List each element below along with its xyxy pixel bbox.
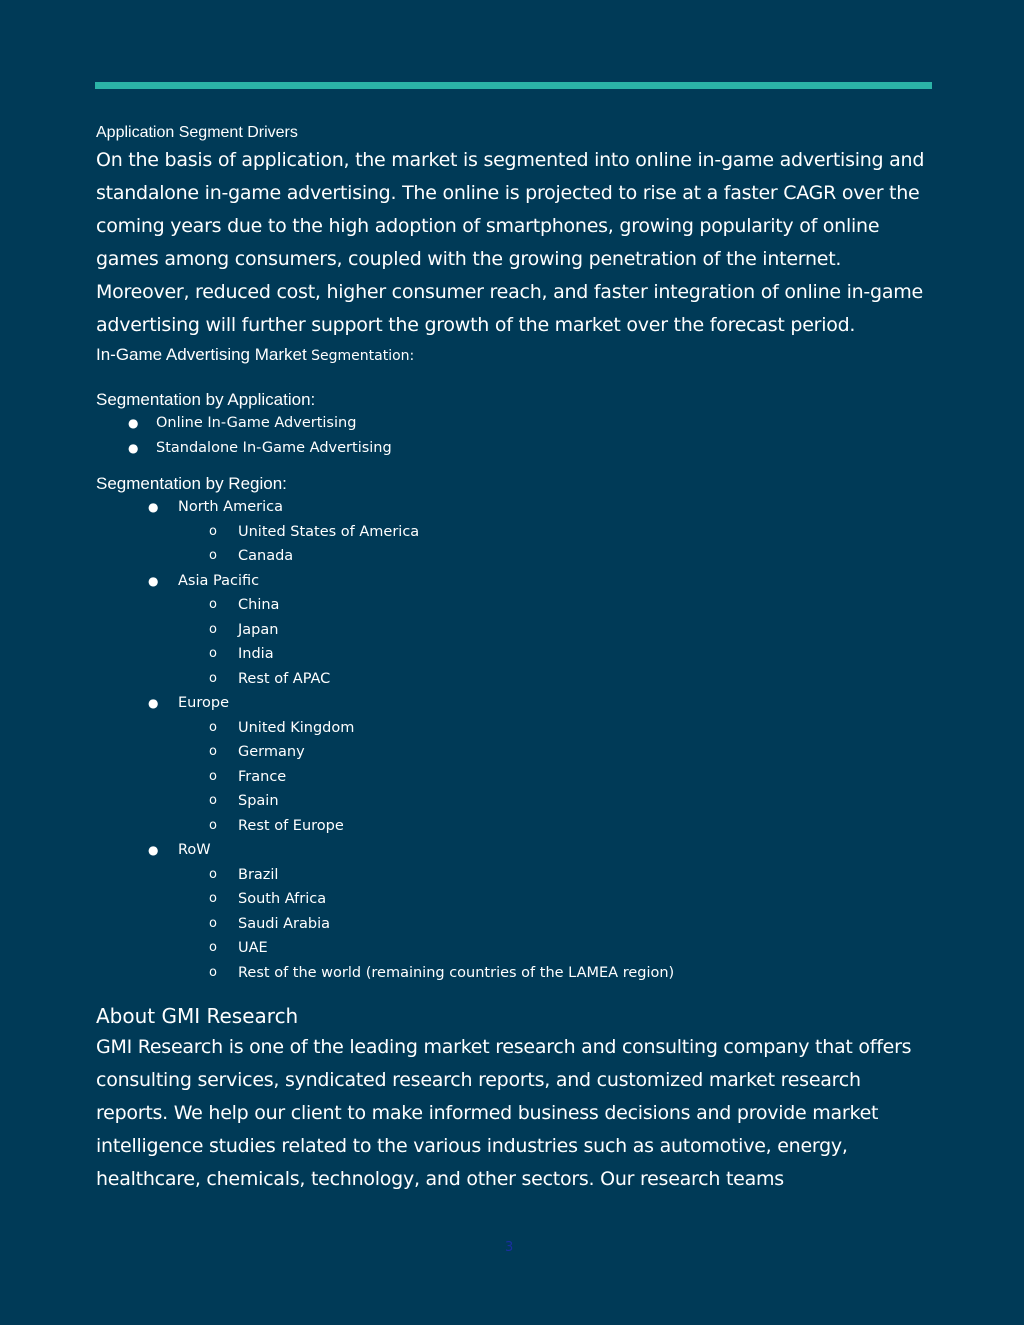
country-name: Saudi Arabia [238,915,331,932]
bullet-icon: ● [128,440,139,455]
application-item: Online In-Game Advertising [156,415,357,431]
list-item [96,544,936,569]
list-item [96,436,936,461]
application-list [96,411,936,460]
list-item [96,838,936,985]
circle-bullet-icon: o [209,670,217,686]
circle-bullet-icon: o [209,793,217,808]
bullet-icon: ● [148,696,159,710]
region-name: Europe [178,695,229,711]
list-item [96,765,936,790]
country-name: Spain [238,793,279,809]
region-name: RoW [178,842,211,858]
country-name: Rest of the world (remaining countries of the LAMEA region) [238,964,675,981]
list-item [96,936,936,961]
circle-bullet-icon: o [209,964,217,980]
drivers-paragraph: On the basis of application, the market is segmented into online in-game advertising and standalone in-game advertising. The online is projected to rise at a faster CAGR over the coming years due to the high adoption of smartphones, growing popularity of online games among consumers, coupled with the growing penetration of the internet. Moreover, reduced cost, higher consumer reach, and faster integration of online in-game advertising will further support the growth of the market over the forecast period. [96,149,925,336]
region-name: North America [178,499,283,515]
about-paragraph: GMI Research is one of the leading market research and consulting company that offers consulting services, syndicated research reports, and customized market research reports. We help our client to make informed business decisions and provide market intelligence studies related to the various industries such as automotive, energy, healthcare, chemicals, technology, and other sectors. Our research teams [96,1036,912,1190]
country-name: Rest of Europe [238,817,344,834]
segmentation-title-market: In-Game Advertising Market [96,345,307,364]
country-name: Brazil [238,866,279,883]
list-item [96,789,936,814]
segmentation-title [96,342,936,369]
region-heading: Segmentation by Region: [96,474,287,493]
circle-bullet-icon: o [209,940,217,955]
country-name: South Africa [238,891,327,907]
page-number: 3 [505,1240,514,1255]
circle-bullet-icon: o [209,915,217,931]
segmentation-title-suffix: Segmentation: [306,348,415,364]
circle-bullet-icon: o [209,866,217,882]
country-name: United Kingdom [238,719,355,736]
list-item [96,593,936,618]
list-item [96,520,936,545]
circle-bullet-icon: o [209,548,217,563]
list-item [96,961,936,986]
region-list [96,495,936,985]
country-name: Germany [238,744,305,760]
list-item [96,667,936,692]
country-name: United States of America [238,523,420,540]
country-name: Rest of APAC [238,670,331,687]
application-heading: Segmentation by Application: [96,390,316,409]
circle-bullet-icon: o [209,621,217,637]
list-item [96,495,936,569]
circle-bullet-icon: o [209,891,217,906]
list-item [96,691,936,838]
list-item [96,642,936,667]
about-title: About GMI Research [96,1004,299,1028]
list-item [96,716,936,741]
country-name: Japan [238,621,279,638]
bullet-icon: ● [148,500,159,514]
application-item: Standalone In-Game Advertising [156,439,392,456]
list-item [96,814,936,839]
drivers-heading: Application Segment Drivers [96,124,298,141]
country-name: France [238,768,287,785]
bullet-icon: ● [148,573,159,588]
list-item [96,740,936,765]
list-item [96,912,936,937]
country-name: India [238,646,274,662]
list-item [96,887,936,912]
circle-bullet-icon: o [209,646,217,661]
country-name: UAE [238,940,268,956]
region-name: Asia Pacific [178,572,260,589]
list-item [96,863,936,888]
circle-bullet-icon: o [209,719,217,735]
list-item [96,618,936,643]
circle-bullet-icon: o [209,523,217,539]
bullet-icon: ● [148,843,159,857]
circle-bullet-icon: o [209,744,217,759]
circle-bullet-icon: o [209,817,217,833]
circle-bullet-icon: o [209,768,217,784]
country-name: Canada [238,548,294,564]
list-item [96,411,936,436]
country-name: China [238,597,280,613]
top-accent-rule [95,82,932,89]
circle-bullet-icon: o [209,597,217,612]
bullet-icon: ● [128,416,139,430]
list-item [96,569,936,692]
page-content [96,122,936,1196]
